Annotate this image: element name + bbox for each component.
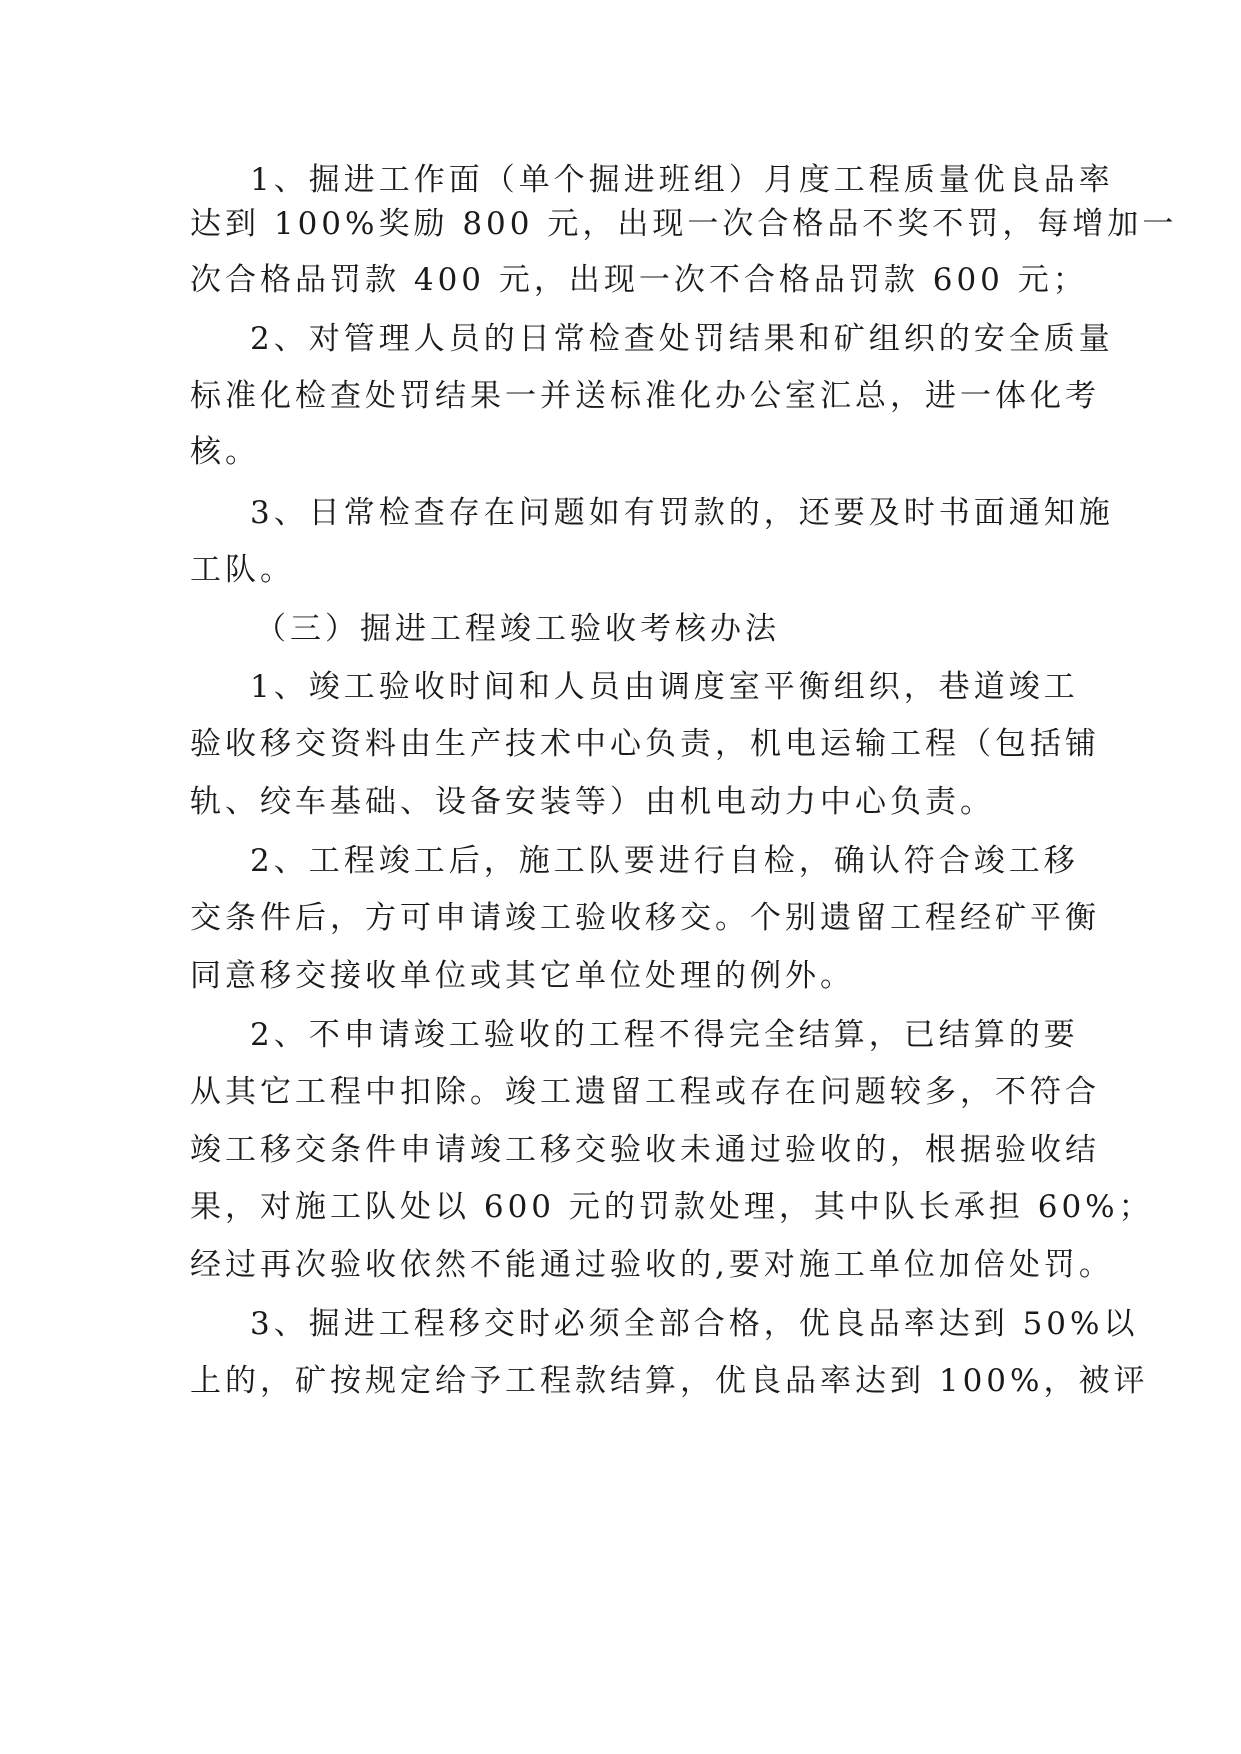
paragraph-line: 经过再次验收依然不能通过验收的,要对施工单位加倍处罚。 <box>190 1247 1114 1283</box>
paragraph-line: 工队。 <box>190 552 295 588</box>
paragraph-line: 从其它工程中扣除。竣工遗留工程或存在问题较多，不符合 <box>190 1074 1100 1110</box>
paragraph-line: 1、掘进工作面（单个掘进班组）月度工程质量优良品率 <box>250 162 1114 198</box>
paragraph-line: 3、掘进工程移交时必须全部合格，优良品率达到 50%以 <box>250 1306 1139 1342</box>
paragraph-line: 上的，矿按规定给予工程款结算，优良品率达到 100%，被评 <box>190 1363 1149 1399</box>
section-heading: （三）掘进工程竣工验收考核办法 <box>255 611 780 647</box>
paragraph-line: 次合格品罚款 400 元，出现一次不合格品罚款 600 元； <box>190 262 1088 298</box>
paragraph-line: 达到 100%奖励 800 元，出现一次合格品不奖不罚，每增加一 <box>190 206 1178 242</box>
paragraph-line: 标准化检查处罚结果一并送标准化办公室汇总，进一体化考 <box>190 378 1100 414</box>
paragraph-line: 2、不申请竣工验收的工程不得完全结算，已结算的要 <box>250 1017 1079 1053</box>
paragraph-line: 3、日常检查存在问题如有罚款的，还要及时书面通知施 <box>250 495 1114 531</box>
paragraph-line: 果，对施工队处以 600 元的罚款处理，其中队长承担 60%； <box>190 1189 1154 1225</box>
paragraph-line: 轨、绞车基础、设备安装等）由机电动力中心负责。 <box>190 784 995 820</box>
paragraph-line: 同意移交接收单位或其它单位处理的例外。 <box>190 958 855 994</box>
paragraph-line: 竣工移交条件申请竣工移交验收未通过验收的，根据验收结 <box>190 1132 1100 1168</box>
paragraph-line: 2、工程竣工后，施工队要进行自检，确认符合竣工移 <box>250 843 1079 879</box>
paragraph-line: 交条件后，方可申请竣工验收移交。个别遗留工程经矿平衡 <box>190 900 1100 936</box>
paragraph-line: 验收移交资料由生产技术中心负责，机电运输工程（包括铺 <box>190 726 1100 762</box>
paragraph-line: 核。 <box>190 434 260 470</box>
paragraph-line: 1、竣工验收时间和人员由调度室平衡组织，巷道竣工 <box>250 669 1079 705</box>
paragraph-line: 2、对管理人员的日常检查处罚结果和矿组织的安全质量 <box>250 321 1114 357</box>
